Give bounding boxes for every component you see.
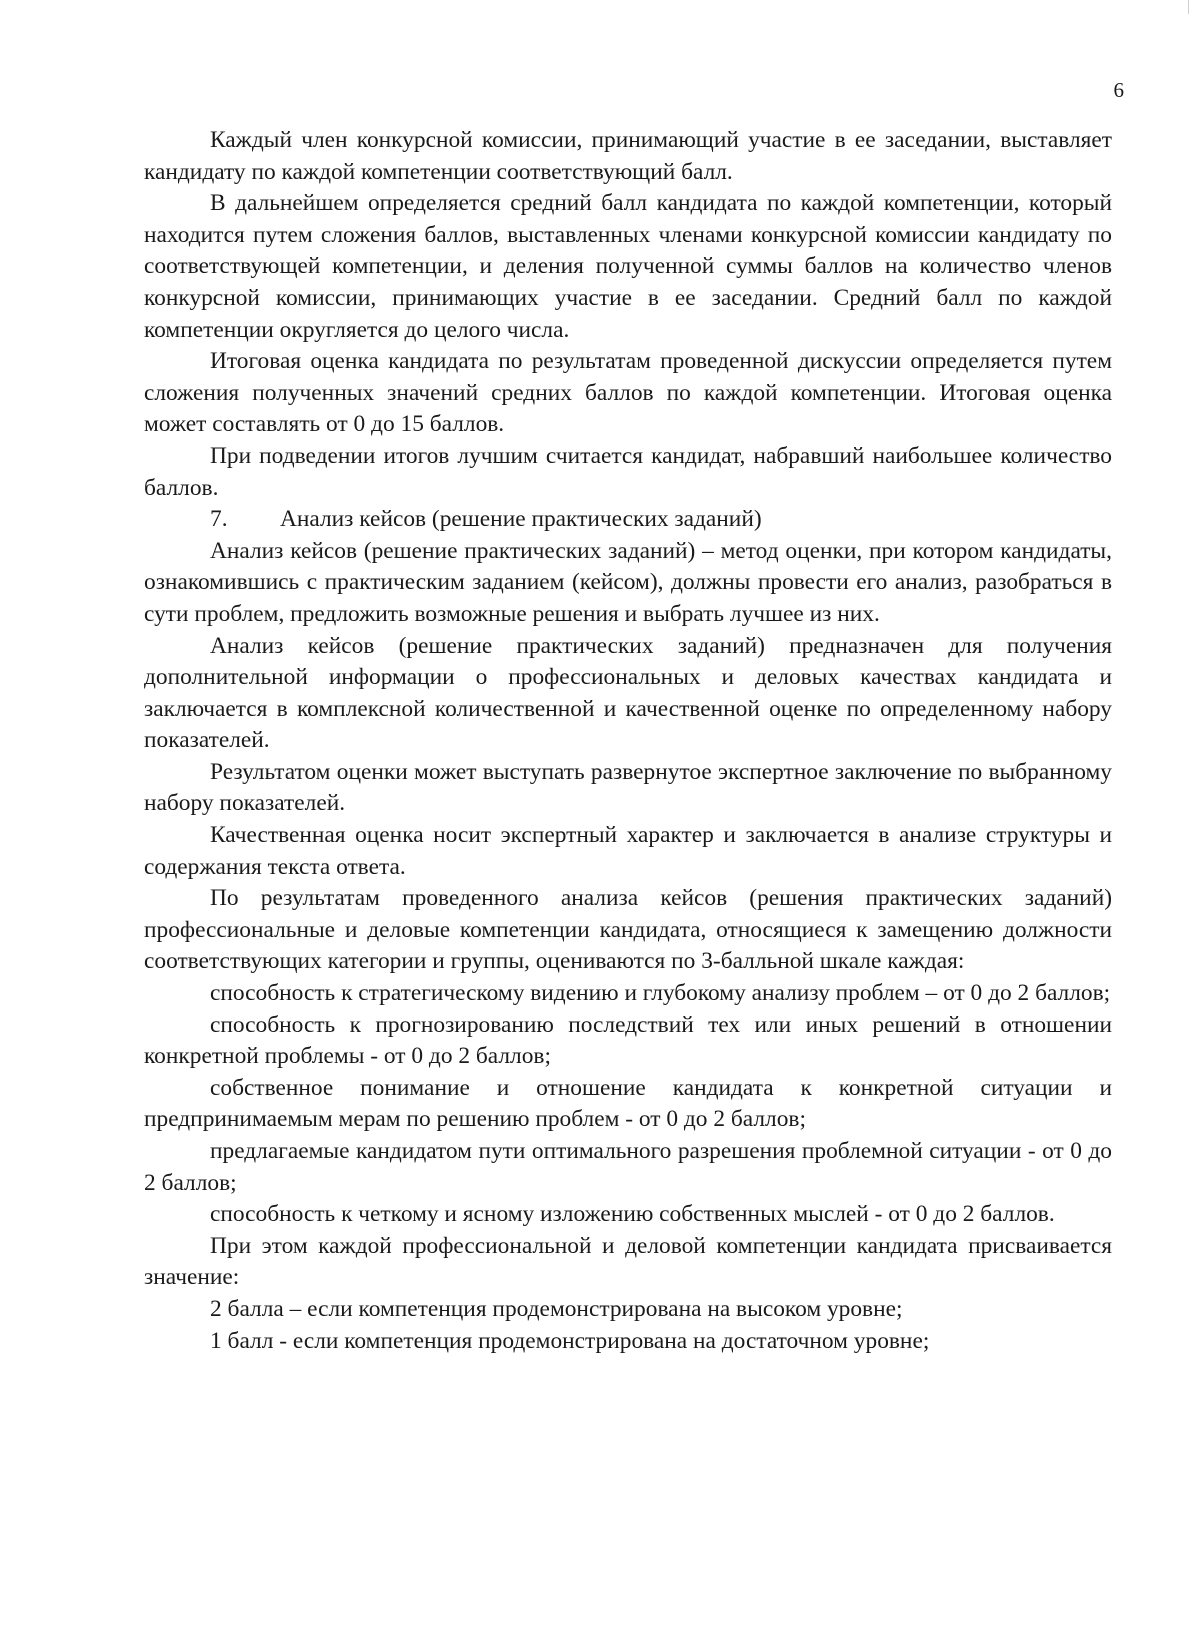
paragraph: По результатам проведенного анализа кейсов (решения практических заданий) профессиональные и деловые компетенции кандидата, относящиеся к замещению должности соответствующих категории и группы, оцениваются по 3-балльной шкале каждая:: [144, 885, 1112, 975]
paragraph: При подведении итогов лучшим считается кандидат, набравший наибольшее количество баллов.: [144, 442, 1112, 501]
section-heading: [144, 504, 1112, 536]
list-item: предлагаемые кандидатом пути оптимального разрешения проблемной ситуации - от 0 до 2 баллов;: [144, 1138, 1112, 1196]
paragraph: В дальнейшем определяется средний балл кандидата по каждой компетенции, который находится путем сложения баллов, выставленных членами конкурсной комиссии кандидату по соответствующей компетенции, и деления полученной суммы баллов на количество членов конкурсной комиссии, принимающих участие в ее заседании. Средний балл по каждой компетенции округляется до целого числа.: [144, 190, 1112, 343]
scan-edge-mark: [1188, 0, 1189, 14]
list-item: способность к стратегическому видению и глубокому анализу проблем – от 0 до 2 баллов;: [210, 980, 1111, 1007]
paragraph: При этом каждой профессиональной и деловой компетенции кандидата присваивается значение:: [144, 1232, 1112, 1291]
page-number: 6: [1113, 78, 1124, 102]
list-item: способность к прогнозированию последствий тех или иных решений в отношении конкретной проблемы - от 0 до 2 баллов;: [144, 1011, 1112, 1070]
paragraph: Каждый член конкурсной комиссии, принимающий участие в ее заседании, выставляет кандидату по каждой компетенции соответствующий балл.: [144, 127, 1112, 185]
paragraph: Качественная оценка носит экспертный характер и заключается в анализе структуры и содержания текста ответа.: [144, 822, 1112, 880]
document-body: [144, 125, 1112, 1357]
paragraph: Результатом оценки может выступать развернутое экспертное заключение по выбранному набору показателей.: [144, 758, 1112, 817]
list-item: 2 балла – если компетенция продемонстрирована на высоком уровне;: [210, 1295, 903, 1322]
section-number: 7.: [210, 506, 228, 533]
list-item: собственное понимание и отношение кандидата к конкретной ситуации и предпринимаемым мерам по решению проблем - от 0 до 2 баллов;: [144, 1074, 1112, 1133]
paragraph: Анализ кейсов (решение практических заданий) предназначен для получения дополнительной информации о профессиональных и деловых качествах кандидата и заключается в комплексной количественной и качественной оценке по определенному набору показателей.: [144, 632, 1112, 754]
section-title: Анализ кейсов (решение практических заданий): [280, 506, 762, 533]
list-item: способность к четкому и ясному изложению собственных мыслей - от 0 до 2 баллов.: [210, 1201, 1055, 1228]
paragraph: Анализ кейсов (решение практических заданий) – метод оценки, при котором кандидаты, ознакомившись с практическим заданием (кейсом), должны провести его анализ, разобраться в сути проблем, предложить возможные решения и выбрать лучшее из них.: [144, 537, 1112, 627]
list-item: 1 балл - если компетенция продемонстрирована на достаточном уровне;: [210, 1327, 930, 1354]
paragraph: Итоговая оценка кандидата по результатам проведенной дискуссии определяется путем сложения полученных значений средних баллов по каждой компетенции. Итоговая оценка может составлять от 0 до 15 баллов.: [144, 348, 1112, 438]
